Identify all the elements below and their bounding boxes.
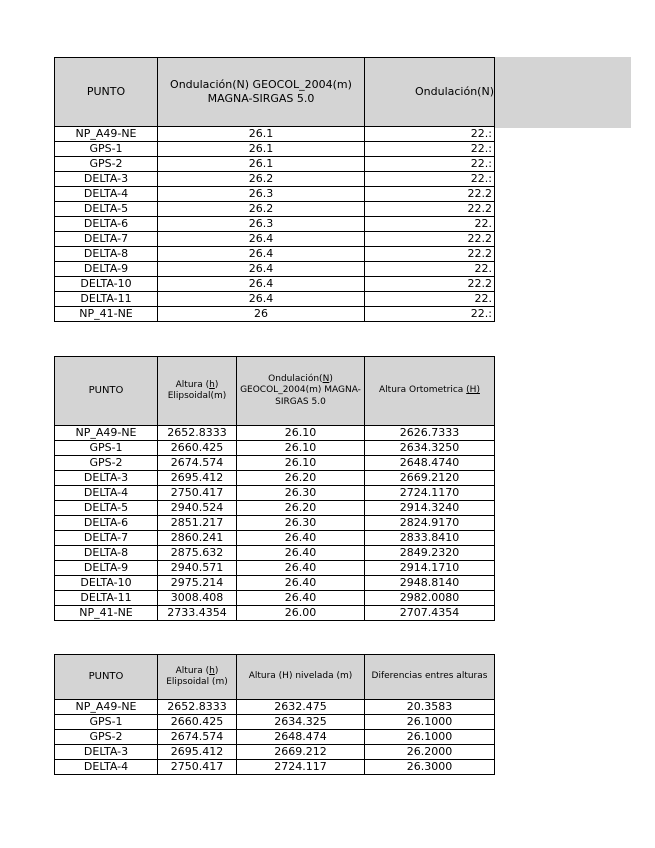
cell-altura-nivelada: 2648.474 xyxy=(237,730,365,745)
cell-ondulacion-cut: 22.2 xyxy=(365,247,495,262)
cell-altura-elipsoidal: 2750.417 xyxy=(158,486,237,501)
table-header-row xyxy=(55,357,495,426)
cell-altura-elipsoidal: 2660.425 xyxy=(158,715,237,730)
cell-ondulacion-cut: 22.: xyxy=(365,307,495,322)
cell-punto: DELTA-6 xyxy=(55,516,158,531)
cell-ondulacion-cut: 22.2 xyxy=(365,232,495,247)
cell-altura-ortometrica: 2982.0080 xyxy=(365,591,495,606)
cell-punto: NP_A49-NE xyxy=(55,127,158,142)
table-row xyxy=(55,531,495,546)
table-row xyxy=(55,426,495,441)
col-altura-ortometrica: Altura Ortometrica (H) xyxy=(365,357,495,426)
cell-punto: DELTA-7 xyxy=(55,232,158,247)
cell-ondulacion: 26.20 xyxy=(237,471,365,486)
cell-diferencia: 20.3583 xyxy=(365,700,495,715)
cell-ondulacion-cut: 22. xyxy=(365,262,495,277)
cell-diferencia: 26.1000 xyxy=(365,730,495,745)
cell-altura-ortometrica: 2824.9170 xyxy=(365,516,495,531)
cell-punto: NP_41-NE xyxy=(55,606,158,621)
col-altura-nivelada: Altura (H) nivelada (m) xyxy=(237,655,365,700)
cell-ondulacion: 26.20 xyxy=(237,501,365,516)
cell-ondulacion: 26.1 xyxy=(158,157,365,172)
table-row xyxy=(55,172,495,187)
cell-ondulacion: 26.2 xyxy=(158,172,365,187)
cell-punto: DELTA-4 xyxy=(55,486,158,501)
cell-ondulacion: 26.40 xyxy=(237,576,365,591)
cell-ondulacion: 26 xyxy=(158,307,365,322)
cell-altura-ortometrica: 2648.4740 xyxy=(365,456,495,471)
table-header-row xyxy=(55,655,495,700)
cell-ondulacion: 26.4 xyxy=(158,262,365,277)
cell-ondulacion: 26.4 xyxy=(158,292,365,307)
cell-punto: DELTA-9 xyxy=(55,561,158,576)
cell-ondulacion: 26.10 xyxy=(237,426,365,441)
cell-punto: NP_A49-NE xyxy=(55,700,158,715)
cell-punto: GPS-2 xyxy=(55,730,158,745)
cell-ondulacion: 26.30 xyxy=(237,516,365,531)
cell-altura-ortometrica: 2669.2120 xyxy=(365,471,495,486)
cell-altura-elipsoidal: 2652.8333 xyxy=(158,426,237,441)
table-row xyxy=(55,715,495,730)
header-overflow-box xyxy=(494,57,631,128)
table-row xyxy=(55,202,495,217)
table-row xyxy=(55,576,495,591)
cell-altura-elipsoidal: 2695.412 xyxy=(158,745,237,760)
table-row xyxy=(55,262,495,277)
table-row xyxy=(55,157,495,172)
cell-punto: DELTA-11 xyxy=(55,591,158,606)
col-punto: PUNTO xyxy=(55,655,158,700)
cell-ondulacion: 26.00 xyxy=(237,606,365,621)
col-ondulacion: Ondulación(N) GEOCOL_2004(m) MAGNA-SIRGAS 5.0 xyxy=(237,357,365,426)
table-row xyxy=(55,247,495,262)
cell-ondulacion-cut: 22. xyxy=(365,217,495,232)
cell-altura-ortometrica: 2849.2320 xyxy=(365,546,495,561)
cell-diferencia: 26.2000 xyxy=(365,745,495,760)
cell-ondulacion: 26.4 xyxy=(158,232,365,247)
col-altura-elipsoidal: Altura (h) Elipsoidal(m) xyxy=(158,357,237,426)
col-diferencias: Diferencias entres alturas xyxy=(365,655,495,700)
cell-altura-elipsoidal: 2851.217 xyxy=(158,516,237,531)
cell-altura-nivelada: 2634.325 xyxy=(237,715,365,730)
cell-altura-elipsoidal: 2875.632 xyxy=(158,546,237,561)
cell-punto: DELTA-3 xyxy=(55,471,158,486)
cell-ondulacion-cut: 22.2 xyxy=(365,187,495,202)
cell-ondulacion: 26.1 xyxy=(158,142,365,157)
table-row xyxy=(55,232,495,247)
cell-ondulacion: 26.3 xyxy=(158,187,365,202)
cell-altura-ortometrica: 2914.3240 xyxy=(365,501,495,516)
table-header-row xyxy=(55,58,495,127)
cell-punto: DELTA-11 xyxy=(55,292,158,307)
cell-altura-elipsoidal: 2750.417 xyxy=(158,760,237,775)
cell-ondulacion-cut: 22.2 xyxy=(365,202,495,217)
cell-altura-elipsoidal: 2695.412 xyxy=(158,471,237,486)
table-row xyxy=(55,142,495,157)
table-row xyxy=(55,700,495,715)
cell-punto: DELTA-10 xyxy=(55,576,158,591)
cell-punto: DELTA-5 xyxy=(55,202,158,217)
cell-ondulacion-cut: 22.2 xyxy=(365,277,495,292)
table-row xyxy=(55,471,495,486)
cell-punto: DELTA-6 xyxy=(55,217,158,232)
cell-ondulacion-cut: 22.: xyxy=(365,172,495,187)
cell-ondulacion-cut: 22. xyxy=(365,292,495,307)
col-ondulacion-geocol: Ondulación(N) GEOCOL_2004(m) MAGNA-SIRGAS 5.0 xyxy=(158,58,365,127)
cell-punto: DELTA-8 xyxy=(55,247,158,262)
ondulacion-table xyxy=(54,57,495,322)
cell-ondulacion: 26.40 xyxy=(237,591,365,606)
cell-ondulacion: 26.3 xyxy=(158,217,365,232)
cell-ondulacion: 26.10 xyxy=(237,456,365,471)
cell-altura-nivelada: 2669.212 xyxy=(237,745,365,760)
col-punto: PUNTO xyxy=(55,58,158,127)
cell-ondulacion: 26.10 xyxy=(237,441,365,456)
cell-punto: DELTA-5 xyxy=(55,501,158,516)
cell-altura-nivelada: 2632.475 xyxy=(237,700,365,715)
cell-altura-ortometrica: 2914.1710 xyxy=(365,561,495,576)
cell-ondulacion: 26.4 xyxy=(158,247,365,262)
cell-ondulacion-cut: 22.: xyxy=(365,127,495,142)
cell-punto: DELTA-4 xyxy=(55,760,158,775)
cell-ondulacion: 26.40 xyxy=(237,531,365,546)
cell-altura-elipsoidal: 2860.241 xyxy=(158,531,237,546)
table-row xyxy=(55,127,495,142)
table-row xyxy=(55,561,495,576)
cell-ondulacion: 26.40 xyxy=(237,546,365,561)
table-row xyxy=(55,546,495,561)
cell-altura-ortometrica: 2626.7333 xyxy=(365,426,495,441)
table-row xyxy=(55,486,495,501)
col-ondulacion-cut: Ondulación(N) xyxy=(365,58,495,127)
cell-altura-ortometrica: 2724.1170 xyxy=(365,486,495,501)
cell-punto: GPS-1 xyxy=(55,715,158,730)
cell-altura-elipsoidal: 2674.574 xyxy=(158,456,237,471)
cell-altura-ortometrica: 2707.4354 xyxy=(365,606,495,621)
table-row xyxy=(55,745,495,760)
cell-diferencia: 26.1000 xyxy=(365,715,495,730)
cell-punto: GPS-1 xyxy=(55,142,158,157)
cell-altura-ortometrica: 2948.8140 xyxy=(365,576,495,591)
table-row xyxy=(55,730,495,745)
cell-punto: DELTA-9 xyxy=(55,262,158,277)
cell-ondulacion: 26.2 xyxy=(158,202,365,217)
table-row xyxy=(55,187,495,202)
cell-altura-elipsoidal: 2674.574 xyxy=(158,730,237,745)
cell-altura-elipsoidal: 2660.425 xyxy=(158,441,237,456)
cell-altura-elipsoidal: 2940.571 xyxy=(158,561,237,576)
altura-ortometrica-table xyxy=(54,356,495,621)
cell-altura-elipsoidal: 3008.408 xyxy=(158,591,237,606)
cell-punto: DELTA-8 xyxy=(55,546,158,561)
cell-altura-elipsoidal: 2733.4354 xyxy=(158,606,237,621)
table-row xyxy=(55,501,495,516)
cell-altura-elipsoidal: 2975.214 xyxy=(158,576,237,591)
table-row xyxy=(55,307,495,322)
cell-punto: DELTA-3 xyxy=(55,172,158,187)
cell-punto: GPS-1 xyxy=(55,441,158,456)
table-row xyxy=(55,516,495,531)
table-row xyxy=(55,441,495,456)
table-row xyxy=(55,217,495,232)
table-row xyxy=(55,292,495,307)
cell-punto: GPS-2 xyxy=(55,157,158,172)
diferencias-table xyxy=(54,654,495,775)
cell-punto: DELTA-4 xyxy=(55,187,158,202)
col-altura-elipsoidal: Altura (h) Elipsoidal (m) xyxy=(158,655,237,700)
cell-ondulacion-cut: 22.: xyxy=(365,142,495,157)
table-row xyxy=(55,277,495,292)
cell-altura-nivelada: 2724.117 xyxy=(237,760,365,775)
table-row xyxy=(55,760,495,775)
cell-ondulacion: 26.4 xyxy=(158,277,365,292)
cell-altura-elipsoidal: 2652.8333 xyxy=(158,700,237,715)
cell-punto: DELTA-3 xyxy=(55,745,158,760)
cell-ondulacion: 26.1 xyxy=(158,127,365,142)
cell-ondulacion: 26.30 xyxy=(237,486,365,501)
cell-punto: DELTA-10 xyxy=(55,277,158,292)
cell-ondulacion: 26.40 xyxy=(237,561,365,576)
cell-punto: NP_41-NE xyxy=(55,307,158,322)
cell-punto: NP_A49-NE xyxy=(55,426,158,441)
cell-altura-ortometrica: 2833.8410 xyxy=(365,531,495,546)
table-row xyxy=(55,456,495,471)
cell-altura-ortometrica: 2634.3250 xyxy=(365,441,495,456)
cell-punto: DELTA-7 xyxy=(55,531,158,546)
table-row xyxy=(55,591,495,606)
cell-diferencia: 26.3000 xyxy=(365,760,495,775)
cell-punto: GPS-2 xyxy=(55,456,158,471)
table-row xyxy=(55,606,495,621)
col-punto: PUNTO xyxy=(55,357,158,426)
cell-ondulacion-cut: 22.: xyxy=(365,157,495,172)
cell-altura-elipsoidal: 2940.524 xyxy=(158,501,237,516)
